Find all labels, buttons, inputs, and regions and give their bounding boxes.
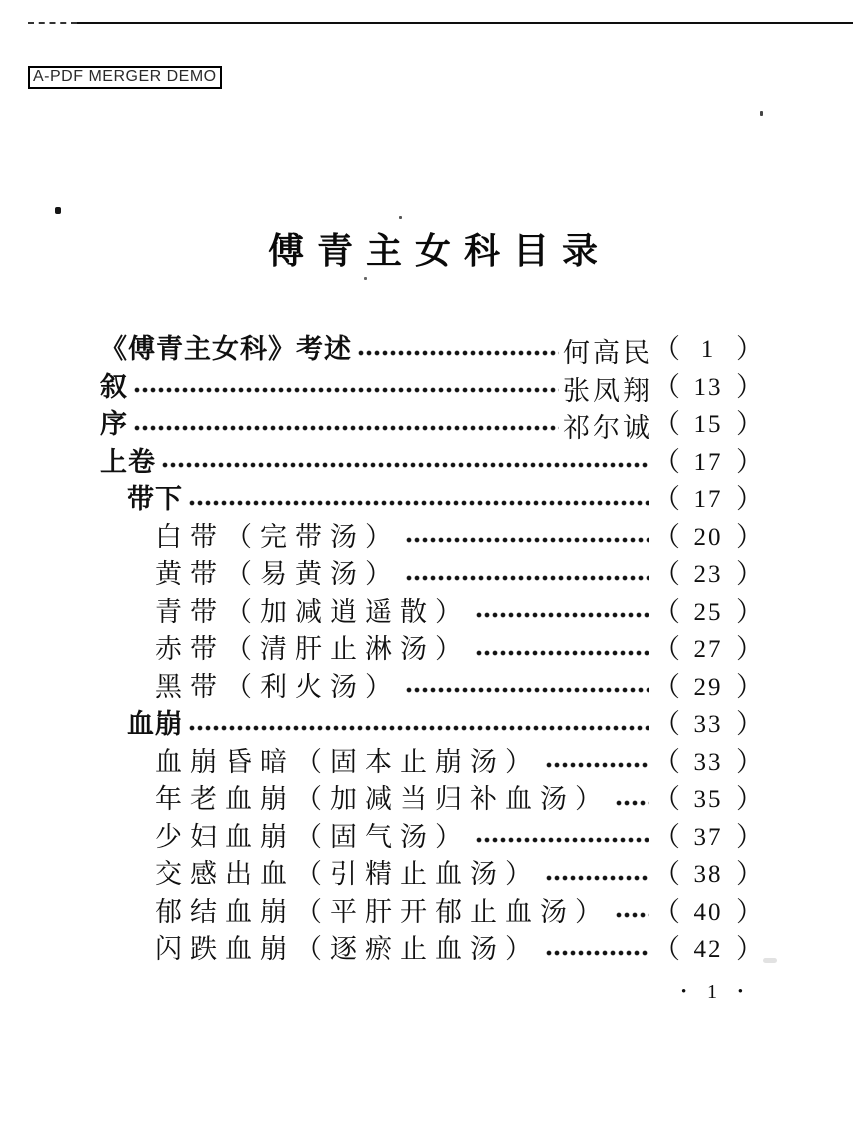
- dot-leader: [406, 683, 649, 697]
- dot-leader: [476, 833, 649, 847]
- toc-author: 何高民: [563, 338, 653, 369]
- scan-speck: [399, 216, 402, 219]
- dot-leader: [476, 608, 649, 622]
- toc-entry-label: 血崩昏暗（固本止崩汤）: [155, 746, 540, 777]
- toc-page-paren-close: ）: [736, 409, 763, 440]
- scan-speck: [364, 277, 367, 280]
- toc-row: [100, 331, 763, 369]
- toc-author: 祁尔诚: [563, 413, 653, 444]
- toc-page-ref: [653, 371, 763, 402]
- toc-entry-label: 郁结血崩（平肝开郁止血汤）: [155, 896, 610, 927]
- toc-entry-label: 白带（完带汤）: [155, 521, 400, 552]
- toc-page-number: 20: [693, 523, 723, 551]
- toc-page-number: 33: [693, 748, 723, 776]
- toc-entry-label: 带下: [127, 484, 183, 515]
- toc-page-paren-close: ）: [736, 709, 763, 740]
- toc-entry-label: 上卷: [100, 446, 156, 477]
- scan-speck: [55, 207, 61, 214]
- toc-page-ref: [653, 746, 763, 777]
- toc-page-paren-open: （: [653, 484, 680, 515]
- toc-page-ref: [653, 821, 763, 852]
- toc-row: [100, 894, 763, 932]
- toc-page-paren-close: ）: [736, 334, 763, 365]
- toc-page-paren-open: （: [653, 896, 680, 927]
- toc-page-paren-close: ）: [736, 446, 763, 477]
- toc-row: [100, 369, 763, 407]
- toc-page-paren-close: ）: [736, 896, 763, 927]
- toc-page-paren-close: ）: [736, 371, 763, 402]
- dot-leader: [616, 796, 649, 810]
- dot-leader: [476, 646, 649, 660]
- scan-speck: [763, 958, 777, 963]
- dot-leader: [406, 571, 649, 585]
- toc-row: [100, 444, 763, 482]
- toc-page-paren-close: ）: [736, 596, 763, 627]
- toc-page-number: 25: [693, 598, 723, 626]
- scan-speck: [760, 111, 763, 116]
- dot-leader: [134, 421, 559, 435]
- toc-page-ref: [653, 446, 763, 477]
- toc-page-number: 15: [693, 411, 723, 439]
- toc-page-ref: [653, 521, 763, 552]
- toc-row: [100, 594, 763, 632]
- toc-page-paren-close: ）: [736, 746, 763, 777]
- toc-page-number: 13: [693, 373, 723, 401]
- toc-page-number: 42: [693, 936, 723, 964]
- toc-page-paren-open: （: [653, 521, 680, 552]
- toc-page-ref: [653, 636, 763, 663]
- toc-page-paren-close: ）: [736, 634, 763, 665]
- toc-page-ref: [653, 596, 763, 627]
- folio-page-number: 1: [707, 981, 717, 1003]
- dot-leader: [546, 871, 649, 885]
- toc-entry-label: 青带（加减逍遥散）: [155, 596, 470, 627]
- scan-rule-dashed: [28, 22, 77, 24]
- toc-page-paren-open: （: [653, 334, 680, 365]
- toc-page-paren-close: ）: [736, 559, 763, 590]
- toc-entry-label: 赤带（清肝止淋汤）: [155, 634, 470, 665]
- toc-page-ref: [653, 336, 763, 363]
- toc-row: [100, 481, 763, 519]
- dot-leader: [358, 346, 559, 360]
- dot-leader: [616, 908, 649, 922]
- toc-page-number: 17: [693, 448, 723, 476]
- toc-page-number: 37: [693, 823, 723, 851]
- toc-page-paren-open: （: [653, 746, 680, 777]
- toc-page-paren-open: （: [653, 371, 680, 402]
- toc-entry-label: 闪跌血崩（逐瘀止血汤）: [155, 934, 540, 965]
- toc-page-ref: [653, 861, 763, 888]
- toc-page-ref: [653, 561, 763, 588]
- toc-page-number: 1: [700, 336, 716, 364]
- toc-page-paren-open: （: [653, 709, 680, 740]
- page-title: 傅青主女科目录: [267, 230, 611, 271]
- toc-page-paren-open: （: [653, 596, 680, 627]
- toc-page-paren-close: ）: [736, 784, 763, 815]
- dot-leader: [162, 458, 649, 472]
- toc-page-paren-close: ）: [736, 671, 763, 702]
- toc-page-paren-open: （: [653, 784, 680, 815]
- toc-author: 张凤翔: [563, 375, 653, 406]
- toc-entry-label: 少妇血崩（固气汤）: [155, 821, 470, 852]
- toc-row: [100, 556, 763, 594]
- toc-page-paren-close: ）: [736, 821, 763, 852]
- toc-row: [100, 744, 763, 782]
- dot-leader: [134, 383, 559, 397]
- dot-leader: [546, 758, 649, 772]
- toc-row: [100, 706, 763, 744]
- toc-page-paren-open: （: [653, 821, 680, 852]
- toc-row: [100, 631, 763, 669]
- toc-entry-label: 血崩: [127, 709, 183, 740]
- toc-page-ref: [653, 411, 763, 438]
- toc-entry-label: 《傅青主女科》考述: [100, 334, 352, 365]
- toc-entry-label: 年老血崩（加减当归补血汤）: [155, 784, 610, 815]
- toc-page-paren-close: ）: [736, 859, 763, 890]
- toc-page-paren-close: ）: [736, 934, 763, 965]
- folio-dot-right: •: [737, 984, 743, 1000]
- toc-page-paren-open: （: [653, 671, 680, 702]
- toc-page-ref: [653, 486, 763, 513]
- pdf-merger-watermark: A-PDF MERGER DEMO: [28, 66, 222, 89]
- toc-page-ref: [653, 936, 763, 963]
- table-of-contents: [100, 331, 763, 969]
- toc-row: [100, 819, 763, 857]
- toc-page-paren-open: （: [653, 559, 680, 590]
- toc-row: [100, 856, 763, 894]
- toc-page-paren-close: ）: [736, 521, 763, 552]
- toc-page-number: 29: [693, 673, 723, 701]
- toc-entry-label: 黑带（利火汤）: [155, 671, 400, 702]
- toc-entry-label: 黄带（易黄汤）: [155, 559, 400, 590]
- toc-row: [100, 519, 763, 557]
- toc-page-paren-open: （: [653, 934, 680, 965]
- dot-leader: [546, 946, 649, 960]
- toc-page-paren-open: （: [653, 409, 680, 440]
- toc-page-number: 35: [693, 786, 723, 814]
- toc-page-paren-close: ）: [736, 484, 763, 515]
- toc-page-ref: [653, 896, 763, 927]
- toc-page-paren-open: （: [653, 634, 680, 665]
- toc-page-number: 27: [693, 636, 723, 664]
- folio: [681, 981, 743, 1004]
- toc-row: [100, 669, 763, 707]
- toc-page-number: 38: [693, 861, 723, 889]
- toc-page-ref: [653, 671, 763, 702]
- toc-entry-label: 序: [100, 409, 128, 440]
- dot-leader: [406, 533, 649, 547]
- dot-leader: [189, 721, 649, 735]
- folio-dot-left: •: [681, 984, 687, 1000]
- toc-row: [100, 931, 763, 969]
- toc-page-paren-open: （: [653, 446, 680, 477]
- scan-rule-solid: [77, 22, 853, 24]
- toc-page-ref: [653, 711, 763, 738]
- dot-leader: [189, 496, 649, 510]
- toc-page-number: 33: [693, 711, 723, 739]
- toc-row: [100, 781, 763, 819]
- toc-page-number: 23: [693, 561, 723, 589]
- toc-page-paren-open: （: [653, 859, 680, 890]
- toc-page-number: 40: [693, 898, 723, 926]
- toc-entry-label: 交感出血（引精止血汤）: [155, 859, 540, 890]
- toc-page-ref: [653, 786, 763, 813]
- toc-entry-label: 叙: [100, 371, 128, 402]
- toc-row: [100, 406, 763, 444]
- toc-page-number: 17: [693, 486, 723, 514]
